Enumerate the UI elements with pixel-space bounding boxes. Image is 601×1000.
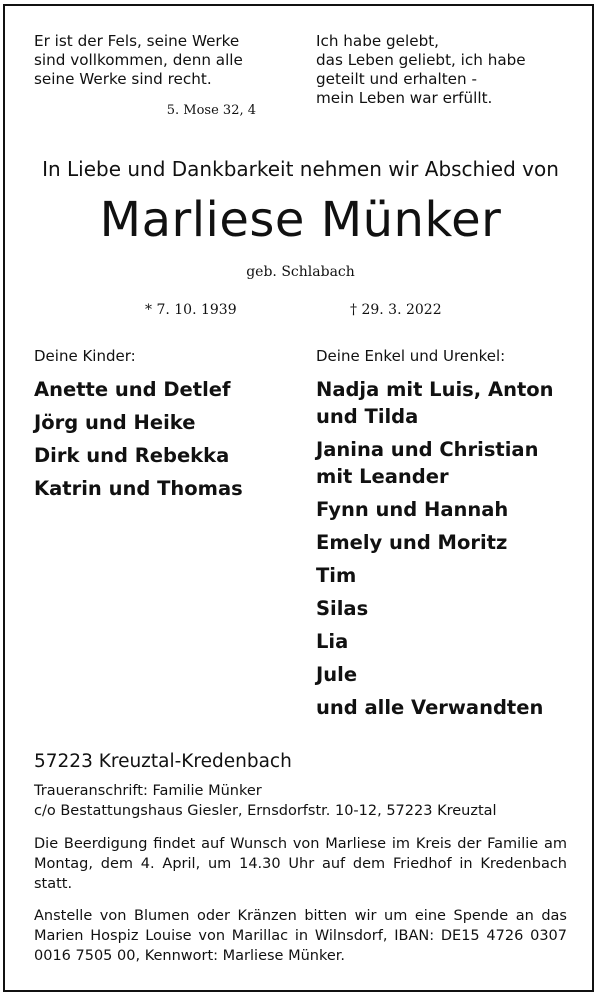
grandchildren-list bbox=[316, 376, 554, 727]
bible-quote bbox=[34, 32, 264, 89]
list-item: Fynn und Hannah bbox=[316, 498, 509, 521]
list-item bbox=[316, 436, 554, 490]
list-item: Katrin und Thomas bbox=[34, 477, 243, 500]
quote-line: seine Werke sind recht. bbox=[34, 70, 212, 88]
mourning-address bbox=[34, 781, 497, 821]
place-line: 57223 Kreuztal-Kredenbach bbox=[34, 751, 292, 772]
birth-name: geb. Schlabach bbox=[246, 264, 355, 280]
list-item: Dirk und Rebekka bbox=[34, 444, 230, 467]
bible-reference: 5. Mose 32, 4 bbox=[166, 103, 256, 118]
grandchildren-label: Deine Enkel und Urenkel: bbox=[316, 347, 506, 365]
list-item-line: und Tilda bbox=[316, 405, 419, 428]
list-item: Tim bbox=[316, 564, 357, 587]
address-line: Traueranschrift: Familie Münker bbox=[34, 783, 262, 799]
quote-line: Ich habe gelebt, bbox=[316, 32, 439, 50]
list-item-line: Janina und Christian bbox=[316, 438, 539, 461]
life-quote bbox=[316, 32, 566, 108]
list-item: Jule bbox=[316, 663, 358, 686]
list-item: Silas bbox=[316, 597, 369, 620]
list-item-line: Nadja mit Luis, Anton bbox=[316, 378, 554, 401]
children-list bbox=[34, 376, 243, 508]
quote-line: das Leben geliebt, ich habe bbox=[316, 51, 526, 69]
deceased-name: Marliese Münker bbox=[99, 192, 502, 248]
address-line: c/o Bestattungshaus Giesler, Ernsdorfstr. 10-12, 57223 Kreuztal bbox=[34, 803, 497, 819]
list-item: Emely und Moritz bbox=[316, 531, 508, 554]
list-item: und alle Verwandten bbox=[316, 696, 544, 719]
list-item: Jörg und Heike bbox=[34, 411, 196, 434]
quote-line: Er ist der Fels, seine Werke bbox=[34, 32, 240, 50]
funeral-info: Die Beerdigung findet auf Wunsch von Marliese im Kreis der Familie am Montag, dem 4. April, um 14.30 Uhr auf dem Friedhof in Kredenbach statt. bbox=[34, 836, 567, 892]
quote-line: sind vollkommen, denn alle bbox=[34, 51, 243, 69]
quote-line: geteilt und erhalten - bbox=[316, 70, 477, 88]
list-item: Lia bbox=[316, 630, 349, 653]
children-label: Deine Kinder: bbox=[34, 347, 136, 365]
list-item-line: mit Leander bbox=[316, 465, 449, 488]
list-item: Anette und Detlef bbox=[34, 378, 231, 401]
donation-info: Anstelle von Blumen oder Kränzen bitten wir um eine Spende an das Marien Hospiz Louise von Marillac in Wilnsdorf, IBAN: DE15 4726 0307 0016 7505 00, Kennwort: Marliese Münker. bbox=[34, 908, 567, 964]
intro-line: In Liebe und Dankbarkeit nehmen wir Abschied von bbox=[42, 157, 559, 181]
birth-date: * 7. 10. 1939 bbox=[145, 302, 237, 318]
quote-line: mein Leben war erfüllt. bbox=[316, 89, 493, 107]
list-item bbox=[316, 376, 554, 430]
death-date: † 29. 3. 2022 bbox=[350, 302, 442, 318]
